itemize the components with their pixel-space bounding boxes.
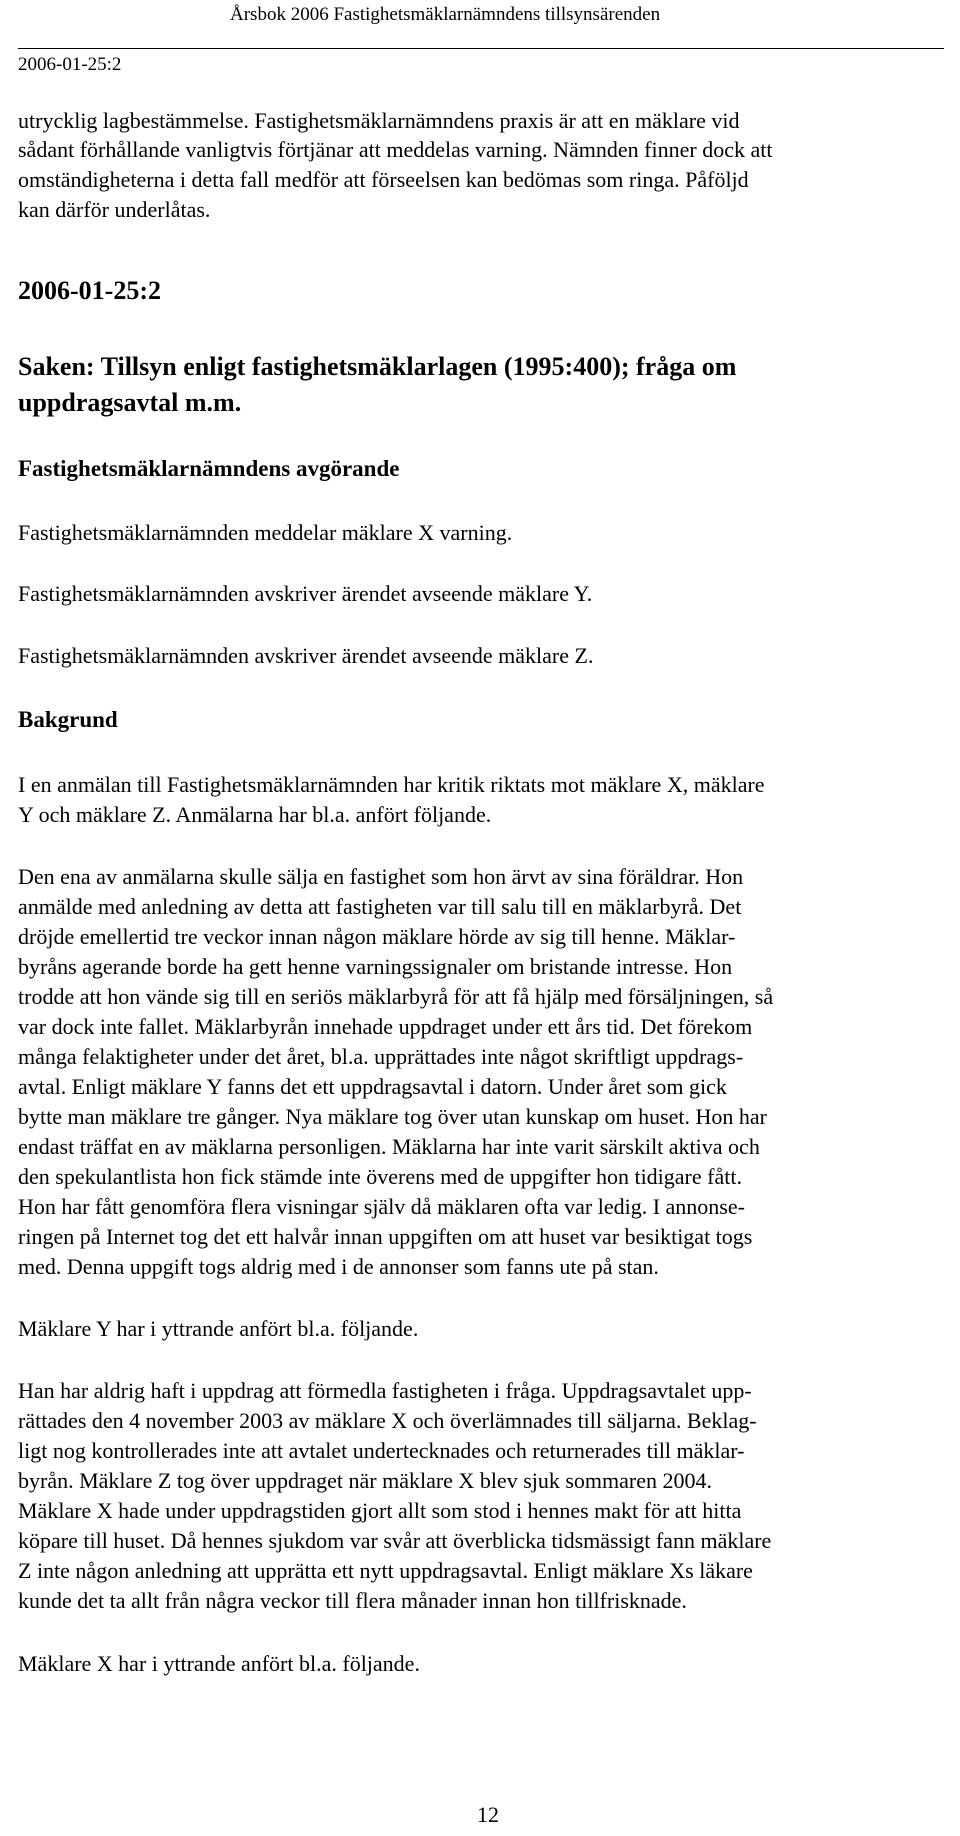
page-number: 12 bbox=[477, 1802, 499, 1827]
text-line: med. Denna uppgift togs aldrig med i de annonser som fanns ute på stan. bbox=[18, 1254, 659, 1279]
text-line: bytte man mäklare tre gånger. Nya mäklare tog över utan kunskap om huset. Hon har bbox=[18, 1104, 767, 1129]
header-date: 2006-01-25:2 bbox=[18, 54, 122, 75]
text-line: den spekulantlista hon fick stämde inte överens med de uppgifter hon tidigare fått. bbox=[18, 1164, 742, 1189]
x-intro: Mäklare X har i yttrande anfört bl.a. följande. bbox=[18, 1651, 420, 1676]
text-line: Y och mäklare Z. Anmälarna har bl.a. anfört följande. bbox=[18, 802, 492, 827]
decision-line: Fastighetsmäklarnämnden meddelar mäklare X varning. bbox=[18, 520, 513, 545]
text-line: Z inte någon anledning att upprätta ett nytt uppdragsavtal. Enligt mäklare Xs läkare bbox=[18, 1558, 753, 1583]
case-title-line: Saken: Tillsyn enligt fastighetsmäklarlagen (1995:400); fråga om bbox=[18, 352, 737, 381]
background-heading: Bakgrund bbox=[18, 707, 118, 732]
text-line: byrån. Mäklare Z tog över uppdraget när mäklare X blev sjuk sommaren 2004. bbox=[18, 1468, 713, 1493]
text-line: dröjde emellertid tre veckor innan någon mäklare hörde av sig till henne. Mäklar- bbox=[18, 924, 736, 949]
header-rule bbox=[18, 48, 944, 49]
text-line: kan därför underlåtas. bbox=[18, 197, 211, 222]
text-line: Mäklare X hade under uppdragstiden gjort allt som stod i hennes makt för att hitta bbox=[18, 1498, 742, 1523]
header-title: Årsbok 2006 Fastighetsmäklarnämndens tillsynsärenden bbox=[230, 4, 661, 25]
text-line: I en anmälan till Fastighetsmäklarnämnden har kritik riktats mot mäklare X, mäklare bbox=[18, 772, 765, 797]
text-line: trodde att hon vände sig till en seriös mäklarbyrå för att få hjälp med försäljningen, så bbox=[18, 984, 774, 1009]
text-line: anmälde med anledning av detta att fastigheten var till salu till en mäklarbyrå. Det bbox=[18, 894, 742, 919]
y-intro: Mäklare Y har i yttrande anfört bl.a. följande. bbox=[18, 1316, 419, 1341]
decision-line: Fastighetsmäklarnämnden avskriver ärendet avseende mäklare Y. bbox=[18, 581, 593, 606]
text-line: Hon har fått genomföra flera visningar själv då mäklaren ofta var ledig. I annonse- bbox=[18, 1194, 745, 1219]
text-line: var dock inte fallet. Mäklarbyrån innehade uppdraget under ett års tid. Det förekom bbox=[18, 1014, 753, 1039]
text-line: utrycklig lagbestämmelse. Fastighetsmäklarnämndens praxis är att en mäklare vid bbox=[18, 108, 740, 133]
text-line: ligt nog kontrollerades inte att avtalet undertecknades och returnerades till mäklar- bbox=[18, 1438, 745, 1463]
case-title-line: uppdragsavtal m.m. bbox=[18, 388, 242, 417]
text-line: Den ena av anmälarna skulle sälja en fastighet som hon ärvt av sina föräldrar. Hon bbox=[18, 864, 744, 889]
text-line: omständigheterna i detta fall medför att förseelsen kan bedömas som ringa. Påföljd bbox=[18, 167, 749, 192]
text-line: sådant förhållande vanligtvis förtjänar att meddelas varning. Nämnden finner dock att bbox=[18, 137, 773, 162]
case-number-heading: 2006-01-25:2 bbox=[18, 276, 161, 305]
decision-heading: Fastighetsmäklarnämndens avgörande bbox=[18, 456, 400, 481]
text-line: byråns agerande borde ha gett henne varningssignaler om bristande intresse. Hon bbox=[18, 954, 733, 979]
text-line: Han har aldrig haft i uppdrag att förmedla fastigheten i fråga. Uppdragsavtalet upp- bbox=[18, 1378, 752, 1403]
text-line: många felaktigheter under det året, bl.a. upprättades inte något skriftligt uppdrags- bbox=[18, 1044, 744, 1069]
text-line: ringen på Internet tog det ett halvår innan uppgiften om att huset var besiktigat togs bbox=[18, 1224, 753, 1249]
text-line: avtal. Enligt mäklare Y fanns det ett uppdragsavtal i datorn. Under året som gick bbox=[18, 1074, 727, 1099]
text-line: köpare till huset. Då hennes sjukdom var svår att överblicka tidsmässigt fann mäklare bbox=[18, 1528, 772, 1553]
decision-line: Fastighetsmäklarnämnden avskriver ärendet avseende mäklare Z. bbox=[18, 643, 594, 668]
text-line: kunde det ta allt från några veckor till flera månader innan hon tillfrisknade. bbox=[18, 1588, 687, 1613]
text-line: endast träffat en av mäklarna personligen. Mäklarna har inte varit särskilt aktiva och bbox=[18, 1134, 760, 1159]
text-line: rättades den 4 november 2003 av mäklare X och överlämnades till säljarna. Beklag- bbox=[18, 1408, 757, 1433]
